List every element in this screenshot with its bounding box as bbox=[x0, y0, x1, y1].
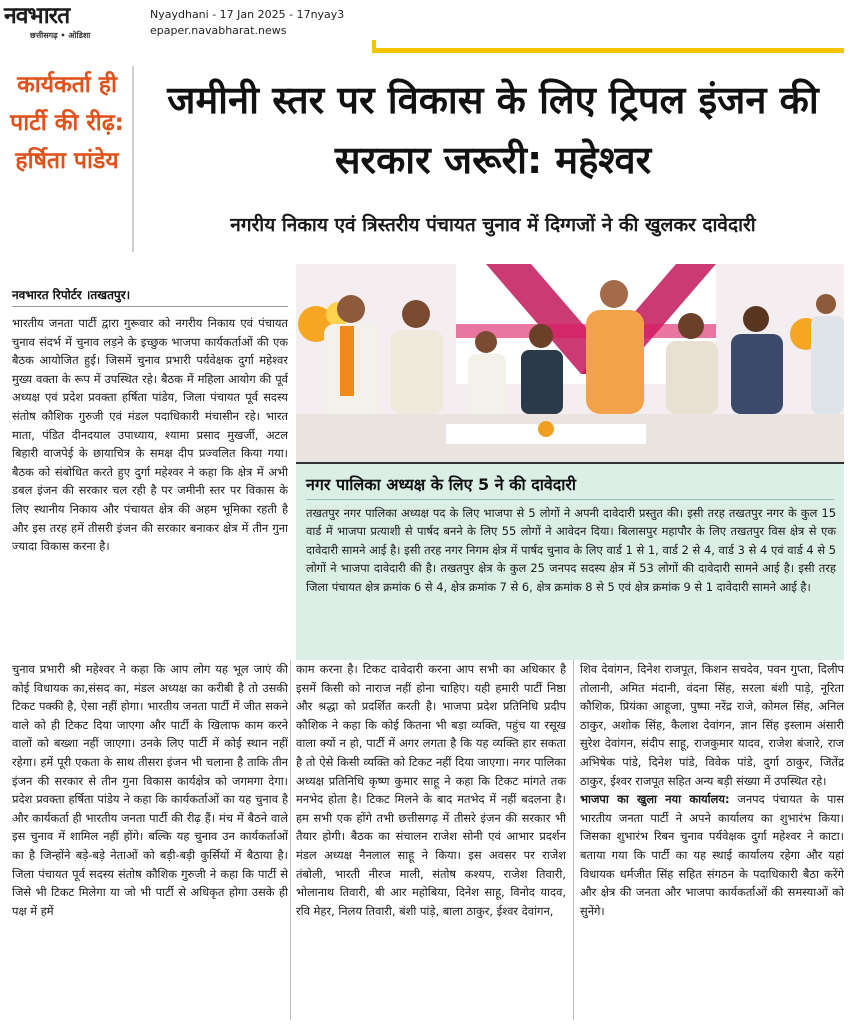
column-divider bbox=[290, 660, 291, 1020]
article-paragraph: शिव देवांगन, दिनेश राजपूत, किशन सचदेव, पवन गुप्ता, दिलीप तोलानी, अमित मंदानी, वंदना सिंह, सरला बंशी पाड़े, नूरिता कौशिक, प्रियंका आहूजा, पुष्पा नरेंद्र राजे, कोमल सिंह, अनिल ठाकुर, अशोक सिंह, कैलाश देवांगन, ज्ञान सिंह इस्लाम अंसारी सुरेश देवांगन, संदीप साहू, राजकुमार यादव, राजेश बंजारे, राज अभिषेक पांडे, दिनेश पांडे, विवेक पांडे, दुर्गा ठाकुर, जितेंद्र ठाकुर, ईश्वर राजपूत सहित अन्य बड़ी संख्या में उपस्थित रहे। bbox=[580, 662, 844, 788]
newspaper-logo: नवभारत bbox=[4, 3, 70, 29]
sub-story-text: तखतपुर नगर पालिका अध्यक्ष पद के लिए भाजपा से 5 लोगों ने अपनी दावेदारी प्रस्तुत की। इसी तरह तखतपुर नगर के कुल 15 वार्ड में भाजपा प्रत्याशी से पार्षद बनने के लिए 55 लोगों ने आवेदन दिया। बिलासपुर महापौर के लिए तखतपुर विस क्षेत्र से एक दावेदारी सामने आई है। इसी तरह नगर निगम क्षेत्र में पार्षद चुनाव के लिए वार्ड 1 से 1, वार्ड 2 से 4, वार्ड 3 से 4 एवं वार्ड 4 से 5 लोगों ने भाजपा दावेदारी की है। तखतपुर क्षेत्र के कुल 25 जनपद सदस्य क्षेत्र में 53 लोगों की दावेदारी सामने आई है। इसी तरह जिला पंचायत क्षेत्र क्रमांक 6 से 4, क्षेत्र क्रमांक 7 से 6, क्षेत्र क्रमांक 8 से 5 एवं क्षेत्र क्रमांक 9 से 1 दावेदारी सामने आई है। bbox=[306, 506, 836, 594]
sub-story-box bbox=[296, 462, 844, 660]
edition-info: Nyaydhani - 17 Jan 2025 - 17nyay3 bbox=[150, 8, 345, 21]
masthead-rule bbox=[372, 48, 844, 53]
article-column-1-bottom bbox=[12, 660, 288, 1020]
article-paragraph-office bbox=[580, 790, 844, 920]
sub-headline: नगरीय निकाय एवं त्रिस्तरीय पंचायत चुनाव में दिग्गजों ने की खुलकर दावेदारी bbox=[230, 214, 756, 236]
epaper-url: epaper.navabharat.news bbox=[150, 24, 287, 37]
news-photo-illustration bbox=[296, 264, 844, 462]
logo-region-line: छत्तीसगढ़ • ओडिशा bbox=[30, 31, 91, 40]
byline: नवभारत रिपोर्टर ।तखतपुर। bbox=[12, 288, 131, 302]
side-divider bbox=[132, 66, 134, 252]
main-headline: जमीनी स्तर पर विकास के लिए ट्रिपल इंजन की सरकार जरूरी: महेश्वर bbox=[167, 78, 819, 182]
article-paragraph: काम करना है। टिकट दावेदारी करना आप सभी का अधिकार है इसमें किसी को नाराज नहीं होना चाहिए। यही हमारी पार्टी निष्ठा और श्रद्धा को प्रदर्शित करती है। भाजपा प्रदेश प्रतिनिधि प्रदीप कौशिक ने कहा कि कोई कितना भी बड़ा व्यक्ति, पहुंच या रसूख वाला क्यों न हो, पार्टी में अगर लगता है कि यह व्यक्ति हार सकता है तो ऐसे किसी व्यक्ति को टिकट नहीं दिया जाएगा। नगर पालिका अध्यक्ष प्रतिनिधि कृष्ण कुमार साहू ने कहा कि टिकट मांगते तक मनभेद होता है। टिकट मिलने के बाद मतभेद में नहीं बदलना है। हम सभी एक होंगे तभी छत्तीसगढ़ में तीसरे इंजन की सरकार भी तैयार होगी। बैठक का संचालन राजेश सोनी एवं आभार प्रदर्शन मंडल अध्यक्ष नैनलाल साहू ने किया। इस अवसर पर राजेश तंबोली, भारती नीरज माली, संतोष कश्यप, राजेश तिवारी, भोलानाथ तिवारी, बी आर महोबिया, दिनेश साहू, विनोद यादव, रवि मेहर, निलय तिवारी, बंशी पांड़े, बाला ठाकुर, ईश्वर देवांगन, bbox=[296, 662, 566, 918]
article-column-2 bbox=[296, 660, 566, 1020]
news-photo bbox=[296, 264, 844, 462]
byline-rule bbox=[12, 306, 288, 307]
article-paragraph: भारतीय जनता पार्टी द्वारा गुरूवार को नगरीय निकाय एवं पंचायत चुनाव संदर्भ में चुनाव लड़ने के इच्छुक भाजपा कार्यकर्ताओं की एक बैठक आयोजित हुई। जिसमें चुनाव प्रभारी पर्यवेक्षक दुर्गा महेश्वर मुख्य वक्ता के रूप में उपस्थित रहे। बैठक में महिला आयोग की पूर्व अध्यक्ष एवं प्रदेश प्रवक्ता हर्षिता पांडेय, जिला पंचायत पूर्व सदस्य संतोष कौशिक गुरुजी एवं मंडल पदाधिकारी मंचासीन रहे। भारत माता, पंडित दीनदयाल उपाध्याय, श्यामा प्रसाद मुखर्जी, अटल बिहारी वाजपेई के छायाचित्र के समक्ष दीप प्रज्वलित किया गया। बैठक को संबोधित करते हुए दुर्गा महेश्वर ने कहा कि क्षेत्र में अभी डबल इंजन की सरकार चल रही है पर जमीनी स्तर पर विकास के लिए स्थानीय निकाय और पंचायत क्षेत्र की अहम भूमिका रहती है और इस तरह हमें तीसरी इंजन की सरकार बनाकर क्षेत्र में तीन गुना ज्यादा विकास करना है। bbox=[12, 316, 288, 554]
article-column-3 bbox=[580, 660, 844, 1020]
sub-story-rule bbox=[306, 499, 834, 500]
article-column-1-top bbox=[12, 314, 288, 654]
article-paragraph: चुनाव प्रभारी श्री महेश्वर ने कहा कि आप लोग यह भूल जाएं की कोई विधायक का,संसद का, मंडल अध्यक्ष का करीबी है तो उसकी टिकट पक्की है, ऐसा नहीं होगा। भारतीय जनता पार्टी में जीत सकने वाले को ही टिकट दिया जाएगा और पार्टी के खिलाफ काम करने वालों को बख्शा नहीं जाएगा। उनके लिए पार्टी में कोई स्थान नहीं रहेगा। हमें पूरी एकता के साथ तीसरा इंजन भी चलाना है ताकि तीन इंजन की सरकार से तीन गुना विकास कार्यक्षेत्र को जगमगा देगा। प्रदेश प्रवक्ता हर्षिता पांडेय ने कहा कि कार्यकर्ताओं का यह चुनाव है और कार्यकर्ता ही भारतीय जनता पार्टी की रीढ़ हैं। मंच में बैठने वाले इस चुनाव में शामिल नहीं होंगे। बल्कि यह चुनाव उन कार्यकर्ताओं का है जिन्होंने बड़े-बड़े नेताओं को बड़ी-बड़ी कुर्सियों में बैठाया है। जिला पंचायत पूर्व सदस्य संतोष कौशिक गुरुजी ने कहा कि पार्टी से जिसे भी टिकट मिलेगा या जो भी पार्टी से अधिकृत होगा उसके ही पक्ष में हमें bbox=[12, 662, 288, 918]
sub-story-title: नगर पालिका अध्यक्ष के लिए 5 ने की दावेदारी bbox=[306, 475, 577, 494]
section-text: जनपद पंचायत के पास भारतीय जनता पार्टी ने अपने कार्यालय का शुभारंभ किया। जिसका शुभारंभ रिबन चुनाव पर्यवेक्षक दुर्गा महेश्वर ने काटा। बताया गया कि पार्टी का यह स्थाई कार्यालय रहेगा और यहां विधायक धर्मजीत सिंह सहित संगठन के पदाधिकारी बैठा करेंगे और क्षेत्र की जनता और भाजपा कार्यकर्ताओं की समस्याओं को सुनेंगे। bbox=[580, 792, 844, 918]
side-headline: कार्यकर्ता ही पार्टी की रीढ़: हर्षिता पांडेय bbox=[10, 72, 124, 174]
section-lead: भाजपा का खुला नया कार्यालय: bbox=[580, 792, 730, 807]
column-divider bbox=[573, 660, 574, 1020]
